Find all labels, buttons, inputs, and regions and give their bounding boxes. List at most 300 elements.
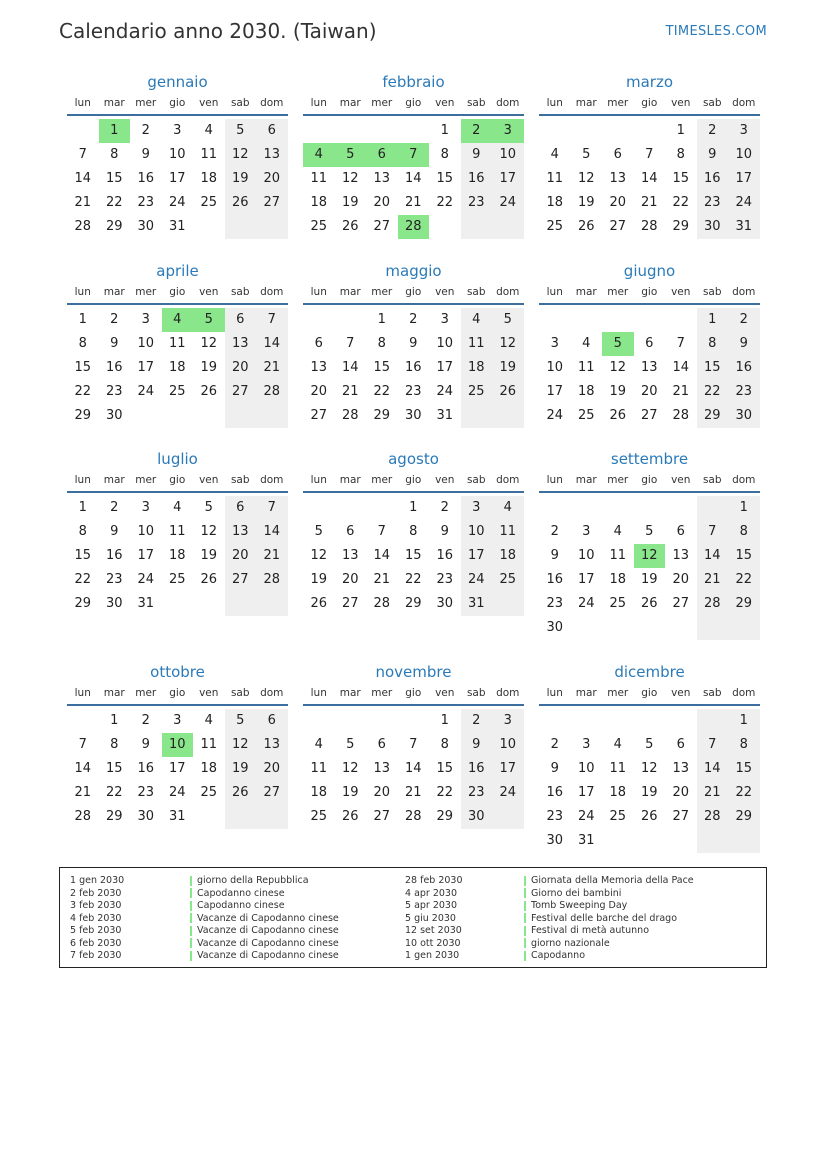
day-cell: 16 bbox=[461, 167, 493, 191]
day-cell: 8 bbox=[409, 524, 418, 539]
weekend-empty-cell bbox=[492, 404, 524, 428]
day-cell: 12 bbox=[341, 761, 359, 776]
weekday-label: gio bbox=[405, 97, 422, 109]
day-cell: 16 bbox=[105, 360, 123, 375]
weekday-label: lun bbox=[546, 97, 563, 109]
day-cell: 15 bbox=[728, 544, 760, 568]
header-rule bbox=[303, 303, 524, 305]
day-cell: 13 bbox=[310, 360, 328, 375]
day-cell: 4 bbox=[613, 737, 622, 752]
holiday-day-cell: 6 bbox=[366, 143, 398, 167]
day-cell: 25 bbox=[609, 596, 627, 611]
day-cell: 28 bbox=[672, 408, 690, 423]
weekday-label: gio bbox=[169, 474, 186, 486]
day-cell: 20 bbox=[373, 785, 391, 800]
weekday-label: mar bbox=[339, 286, 361, 298]
day-cell: 8 bbox=[440, 737, 449, 752]
day-cell: 27 bbox=[672, 596, 690, 611]
day-cell: 21 bbox=[640, 195, 658, 210]
day-cell: 24 bbox=[436, 384, 454, 399]
weekday-header bbox=[67, 97, 288, 111]
weekday-label: sab bbox=[230, 474, 250, 486]
weekday-label: lun bbox=[310, 687, 327, 699]
weekday-label: dom bbox=[260, 97, 284, 109]
day-cell: 24 bbox=[492, 191, 524, 215]
day-cell: 7 bbox=[697, 733, 729, 757]
day-cell: 14 bbox=[74, 171, 92, 186]
day-cell: 29 bbox=[728, 592, 760, 616]
day-cell: 21 bbox=[341, 384, 359, 399]
day-cell: 13 bbox=[225, 520, 257, 544]
day-cell: 16 bbox=[728, 356, 760, 380]
day-cell: 2 bbox=[141, 123, 150, 138]
day-cell: 6 bbox=[225, 308, 257, 332]
holiday-marker-icon bbox=[524, 951, 526, 961]
legend-entry bbox=[190, 950, 339, 963]
weekday-label: gio bbox=[169, 687, 186, 699]
day-cell: 5 bbox=[225, 709, 257, 733]
day-cell: 18 bbox=[168, 548, 186, 563]
day-cell: 30 bbox=[436, 596, 454, 611]
day-cell: 6 bbox=[225, 496, 257, 520]
day-cell: 26 bbox=[225, 191, 257, 215]
day-cell: 27 bbox=[609, 219, 627, 234]
day-cell: 10 bbox=[577, 548, 595, 563]
day-cell: 24 bbox=[461, 568, 493, 592]
day-cell: 26 bbox=[310, 596, 328, 611]
day-cell: 7 bbox=[256, 496, 288, 520]
weekday-label: mar bbox=[339, 687, 361, 699]
holiday-day-cell: 4 bbox=[162, 308, 194, 332]
month-name: luglio bbox=[157, 450, 198, 468]
day-cell: 17 bbox=[492, 757, 524, 781]
weekday-label: sab bbox=[466, 286, 486, 298]
day-cell: 30 bbox=[137, 809, 155, 824]
weekday-label: gio bbox=[641, 474, 658, 486]
day-cell: 1 bbox=[728, 496, 760, 520]
day-cell: 23 bbox=[728, 380, 760, 404]
holiday-marker-icon bbox=[190, 888, 192, 898]
legend-date: 5 apr 2030 bbox=[405, 900, 458, 911]
weekday-label: ven bbox=[199, 474, 219, 486]
day-cell: 3 bbox=[173, 713, 182, 728]
day-cell: 14 bbox=[697, 544, 729, 568]
day-cell: 6 bbox=[346, 524, 355, 539]
day-cell: 30 bbox=[546, 833, 564, 848]
day-cell: 6 bbox=[645, 336, 654, 351]
day-cell: 19 bbox=[492, 356, 524, 380]
day-cell: 11 bbox=[168, 336, 186, 351]
holiday-marker-icon bbox=[190, 876, 192, 886]
weekday-label: gio bbox=[169, 97, 186, 109]
header-rule bbox=[539, 491, 760, 493]
day-cell: 10 bbox=[168, 147, 186, 162]
day-cell: 27 bbox=[640, 408, 658, 423]
day-cell: 9 bbox=[440, 524, 449, 539]
month-name: settembre bbox=[610, 450, 689, 468]
day-cell: 18 bbox=[200, 761, 218, 776]
day-cell: 13 bbox=[609, 171, 627, 186]
day-cell: 2 bbox=[409, 312, 418, 327]
day-cell: 9 bbox=[550, 761, 559, 776]
day-cell: 10 bbox=[492, 733, 524, 757]
header-rule bbox=[303, 114, 524, 116]
day-cell: 12 bbox=[640, 761, 658, 776]
weekday-label: sab bbox=[230, 687, 250, 699]
page-title: Calendario anno 2030. (Taiwan) bbox=[59, 19, 377, 43]
day-cell: 5 bbox=[645, 524, 654, 539]
day-cell: 26 bbox=[341, 219, 359, 234]
day-cell: 28 bbox=[697, 592, 729, 616]
day-cell: 13 bbox=[256, 733, 288, 757]
day-cell: 14 bbox=[373, 548, 391, 563]
weekday-label: lun bbox=[310, 286, 327, 298]
day-cell: 19 bbox=[200, 548, 218, 563]
header-rule bbox=[67, 303, 288, 305]
day-cell: 11 bbox=[200, 737, 218, 752]
day-cell: 20 bbox=[225, 544, 257, 568]
day-cell: 27 bbox=[373, 809, 391, 824]
day-cell: 10 bbox=[436, 336, 454, 351]
weekday-label: lun bbox=[74, 474, 91, 486]
day-cell: 26 bbox=[225, 781, 257, 805]
day-cell: 15 bbox=[105, 761, 123, 776]
day-cell: 28 bbox=[404, 809, 422, 824]
day-cell: 15 bbox=[74, 360, 92, 375]
day-cell: 18 bbox=[168, 360, 186, 375]
day-cell: 28 bbox=[697, 805, 729, 829]
legend-entry bbox=[190, 875, 339, 888]
day-cell: 4 bbox=[613, 524, 622, 539]
day-cell: 18 bbox=[609, 572, 627, 587]
day-cell: 10 bbox=[137, 336, 155, 351]
weekday-label: ven bbox=[199, 286, 219, 298]
weekday-label: mer bbox=[135, 286, 157, 298]
day-cell: 30 bbox=[105, 596, 123, 611]
legend-date: 28 feb 2030 bbox=[405, 875, 463, 886]
day-cell: 7 bbox=[697, 520, 729, 544]
day-cell: 31 bbox=[168, 219, 186, 234]
day-cell: 15 bbox=[74, 548, 92, 563]
day-cell: 4 bbox=[582, 336, 591, 351]
day-cell: 24 bbox=[728, 191, 760, 215]
weekday-header bbox=[67, 286, 288, 300]
weekday-header bbox=[67, 687, 288, 701]
day-cell: 1 bbox=[377, 312, 386, 327]
day-cell: 14 bbox=[256, 332, 288, 356]
day-cell: 9 bbox=[461, 733, 493, 757]
day-cell: 12 bbox=[492, 332, 524, 356]
legend-holiday-name: Capodanno cinese bbox=[197, 887, 285, 899]
weekday-label: lun bbox=[74, 687, 91, 699]
day-cell: 19 bbox=[310, 572, 328, 587]
day-cell: 11 bbox=[168, 524, 186, 539]
weekday-header bbox=[539, 286, 760, 300]
day-cell: 26 bbox=[577, 219, 595, 234]
day-cell: 8 bbox=[676, 147, 685, 162]
legend-left-dates bbox=[70, 875, 124, 963]
day-cell: 1 bbox=[110, 713, 119, 728]
weekday-label: ven bbox=[435, 97, 455, 109]
weekend-empty-cell bbox=[697, 616, 729, 640]
brand-link[interactable]: TIMESLES.COM bbox=[665, 24, 767, 39]
day-cell: 22 bbox=[404, 572, 422, 587]
day-cell: 6 bbox=[377, 737, 386, 752]
day-cell: 30 bbox=[697, 215, 729, 239]
day-cell: 20 bbox=[672, 572, 690, 587]
month-gennaio bbox=[67, 73, 288, 234]
holiday-marker-icon bbox=[190, 926, 192, 936]
weekday-label: dom bbox=[732, 687, 756, 699]
weekend-empty-cell bbox=[225, 404, 257, 428]
day-cell: 14 bbox=[74, 761, 92, 776]
legend-right-names bbox=[524, 875, 694, 963]
weekday-label: mar bbox=[103, 474, 125, 486]
day-cell: 18 bbox=[546, 195, 564, 210]
weekday-label: dom bbox=[732, 474, 756, 486]
holiday-day-cell: 7 bbox=[398, 143, 430, 167]
day-cell: 14 bbox=[640, 171, 658, 186]
weekday-label: dom bbox=[496, 687, 520, 699]
weekday-label: dom bbox=[260, 687, 284, 699]
weekday-label: ven bbox=[199, 97, 219, 109]
day-cell: 2 bbox=[697, 119, 729, 143]
holiday-day-cell: 5 bbox=[602, 332, 634, 356]
day-cell: 22 bbox=[436, 195, 454, 210]
weekday-header bbox=[67, 474, 288, 488]
day-cell: 12 bbox=[341, 171, 359, 186]
day-cell: 22 bbox=[105, 785, 123, 800]
day-cell: 18 bbox=[200, 171, 218, 186]
day-cell: 27 bbox=[672, 809, 690, 824]
day-cell: 8 bbox=[78, 336, 87, 351]
day-cell: 5 bbox=[645, 737, 654, 752]
day-cell: 4 bbox=[461, 308, 493, 332]
month-name: novembre bbox=[375, 663, 452, 681]
weekday-label: ven bbox=[435, 474, 455, 486]
day-cell: 20 bbox=[373, 195, 391, 210]
day-cell: 22 bbox=[728, 781, 760, 805]
weekday-header bbox=[303, 474, 524, 488]
day-cell: 29 bbox=[672, 219, 690, 234]
day-cell: 29 bbox=[436, 809, 454, 824]
day-cell: 26 bbox=[640, 809, 658, 824]
day-cell: 1 bbox=[697, 308, 729, 332]
day-cell: 30 bbox=[105, 408, 123, 423]
day-cell: 13 bbox=[640, 360, 658, 375]
day-cell: 14 bbox=[256, 520, 288, 544]
weekend-empty-cell bbox=[256, 805, 288, 829]
day-cell: 25 bbox=[546, 219, 564, 234]
day-cell: 24 bbox=[577, 596, 595, 611]
day-cell: 22 bbox=[728, 568, 760, 592]
day-cell: 7 bbox=[377, 524, 386, 539]
day-cell: 20 bbox=[256, 757, 288, 781]
month-maggio bbox=[303, 262, 524, 423]
weekday-header bbox=[539, 687, 760, 701]
weekday-label: gio bbox=[641, 687, 658, 699]
day-cell: 5 bbox=[346, 737, 355, 752]
month-name: giugno bbox=[623, 262, 676, 280]
legend-date: 1 gen 2030 bbox=[70, 875, 125, 886]
day-cell: 19 bbox=[225, 757, 257, 781]
legend-holiday-name: Vacanze di Capodanno cinese bbox=[197, 925, 339, 936]
weekday-label: gio bbox=[169, 286, 186, 298]
weekday-label: dom bbox=[496, 97, 520, 109]
holiday-day-cell: 4 bbox=[303, 143, 335, 167]
day-cell: 28 bbox=[256, 380, 288, 404]
day-cell: 24 bbox=[546, 408, 564, 423]
weekday-label: lun bbox=[74, 286, 91, 298]
day-cell: 6 bbox=[256, 119, 288, 143]
day-cell: 11 bbox=[200, 147, 218, 162]
day-cell: 4 bbox=[492, 496, 524, 520]
legend-holiday-name: Vacanze di Capodanno cinese bbox=[197, 950, 339, 961]
weekday-label: mer bbox=[607, 687, 629, 699]
day-cell: 31 bbox=[436, 408, 454, 423]
day-cell: 12 bbox=[310, 548, 328, 563]
day-cell: 19 bbox=[225, 167, 257, 191]
weekday-label: mer bbox=[135, 687, 157, 699]
day-cell: 19 bbox=[577, 195, 595, 210]
day-cell: 12 bbox=[225, 733, 257, 757]
legend-entry bbox=[524, 888, 694, 901]
legend-entry bbox=[524, 875, 694, 888]
weekday-label: dom bbox=[732, 97, 756, 109]
weekend-empty-cell bbox=[697, 709, 729, 733]
day-cell: 23 bbox=[461, 781, 493, 805]
day-cell: 25 bbox=[310, 809, 328, 824]
weekday-label: ven bbox=[671, 97, 691, 109]
day-cell: 11 bbox=[609, 761, 627, 776]
day-cell: 27 bbox=[341, 596, 359, 611]
day-cell: 16 bbox=[461, 757, 493, 781]
day-cell: 16 bbox=[546, 785, 564, 800]
weekday-label: ven bbox=[671, 286, 691, 298]
day-cell: 29 bbox=[105, 219, 123, 234]
day-cell: 29 bbox=[728, 805, 760, 829]
day-cell: 30 bbox=[728, 404, 760, 428]
day-cell: 11 bbox=[577, 360, 595, 375]
day-cell: 27 bbox=[225, 380, 257, 404]
month-marzo bbox=[539, 73, 760, 234]
day-grid bbox=[303, 496, 524, 616]
day-cell: 17 bbox=[461, 544, 493, 568]
day-cell: 29 bbox=[105, 809, 123, 824]
legend-entry bbox=[524, 913, 694, 926]
month-aprile bbox=[67, 262, 288, 423]
header-rule bbox=[303, 491, 524, 493]
weekday-label: mer bbox=[371, 687, 393, 699]
day-cell: 21 bbox=[697, 781, 729, 805]
weekday-label: sab bbox=[702, 286, 722, 298]
day-cell: 13 bbox=[672, 761, 690, 776]
day-cell: 24 bbox=[168, 195, 186, 210]
header-rule bbox=[303, 704, 524, 706]
day-cell: 26 bbox=[609, 408, 627, 423]
legend-holiday-name: Giornata della Memoria della Pace bbox=[531, 875, 694, 886]
day-cell: 25 bbox=[492, 568, 524, 592]
month-name: aprile bbox=[156, 262, 199, 280]
day-cell: 27 bbox=[225, 568, 257, 592]
month-name: marzo bbox=[625, 73, 674, 91]
weekday-label: mar bbox=[575, 687, 597, 699]
legend-holiday-name: giorno della Repubblica bbox=[197, 875, 309, 886]
day-cell: 11 bbox=[492, 520, 524, 544]
legend-entry bbox=[524, 950, 694, 963]
day-cell: 13 bbox=[373, 761, 391, 776]
day-cell: 24 bbox=[137, 384, 155, 399]
day-cell: 8 bbox=[377, 336, 386, 351]
day-cell: 19 bbox=[609, 384, 627, 399]
weekday-label: dom bbox=[260, 474, 284, 486]
day-cell: 4 bbox=[204, 713, 213, 728]
day-cell: 17 bbox=[168, 761, 186, 776]
day-cell: 23 bbox=[697, 191, 729, 215]
day-cell: 9 bbox=[697, 143, 729, 167]
day-cell: 2 bbox=[550, 524, 559, 539]
day-cell: 24 bbox=[168, 785, 186, 800]
day-cell: 23 bbox=[137, 195, 155, 210]
legend-date: 6 feb 2030 bbox=[70, 937, 122, 949]
day-cell: 27 bbox=[373, 219, 391, 234]
day-cell: 3 bbox=[728, 119, 760, 143]
day-cell: 28 bbox=[373, 596, 391, 611]
day-cell: 19 bbox=[640, 785, 658, 800]
day-cell: 9 bbox=[550, 548, 559, 563]
day-cell: 23 bbox=[546, 809, 564, 824]
weekday-label: ven bbox=[435, 286, 455, 298]
day-cell: 26 bbox=[200, 384, 218, 399]
day-cell: 23 bbox=[436, 572, 454, 587]
legend-date: 5 feb 2030 bbox=[70, 925, 122, 936]
day-cell: 2 bbox=[141, 713, 150, 728]
weekday-label: mer bbox=[371, 286, 393, 298]
day-cell: 4 bbox=[173, 500, 182, 515]
day-cell: 1 bbox=[728, 709, 760, 733]
weekday-label: mer bbox=[607, 474, 629, 486]
day-cell: 4 bbox=[314, 737, 323, 752]
weekday-label: ven bbox=[671, 474, 691, 486]
day-cell: 25 bbox=[200, 195, 218, 210]
day-cell: 25 bbox=[310, 219, 328, 234]
month-dicembre bbox=[539, 663, 760, 848]
day-cell: 25 bbox=[168, 572, 186, 587]
weekend-empty-cell bbox=[728, 829, 760, 853]
day-grid bbox=[539, 496, 760, 640]
day-cell: 20 bbox=[609, 195, 627, 210]
day-cell: 17 bbox=[546, 384, 564, 399]
weekend-empty-cell bbox=[492, 215, 524, 239]
day-cell: 22 bbox=[672, 195, 690, 210]
day-cell: 19 bbox=[640, 572, 658, 587]
legend-date: 5 giu 2030 bbox=[405, 912, 456, 924]
day-cell: 21 bbox=[404, 195, 422, 210]
legend-date: 10 ott 2030 bbox=[405, 937, 461, 949]
day-cell: 14 bbox=[697, 757, 729, 781]
day-cell: 30 bbox=[137, 219, 155, 234]
day-cell: 12 bbox=[200, 524, 218, 539]
weekday-label: ven bbox=[435, 687, 455, 699]
holiday-marker-icon bbox=[524, 888, 526, 898]
day-cell: 12 bbox=[577, 171, 595, 186]
day-cell: 22 bbox=[74, 384, 92, 399]
day-cell: 2 bbox=[440, 500, 449, 515]
day-cell: 19 bbox=[200, 360, 218, 375]
legend-holiday-name: Capodanno bbox=[531, 950, 586, 961]
day-cell: 25 bbox=[609, 809, 627, 824]
day-cell: 29 bbox=[373, 408, 391, 423]
